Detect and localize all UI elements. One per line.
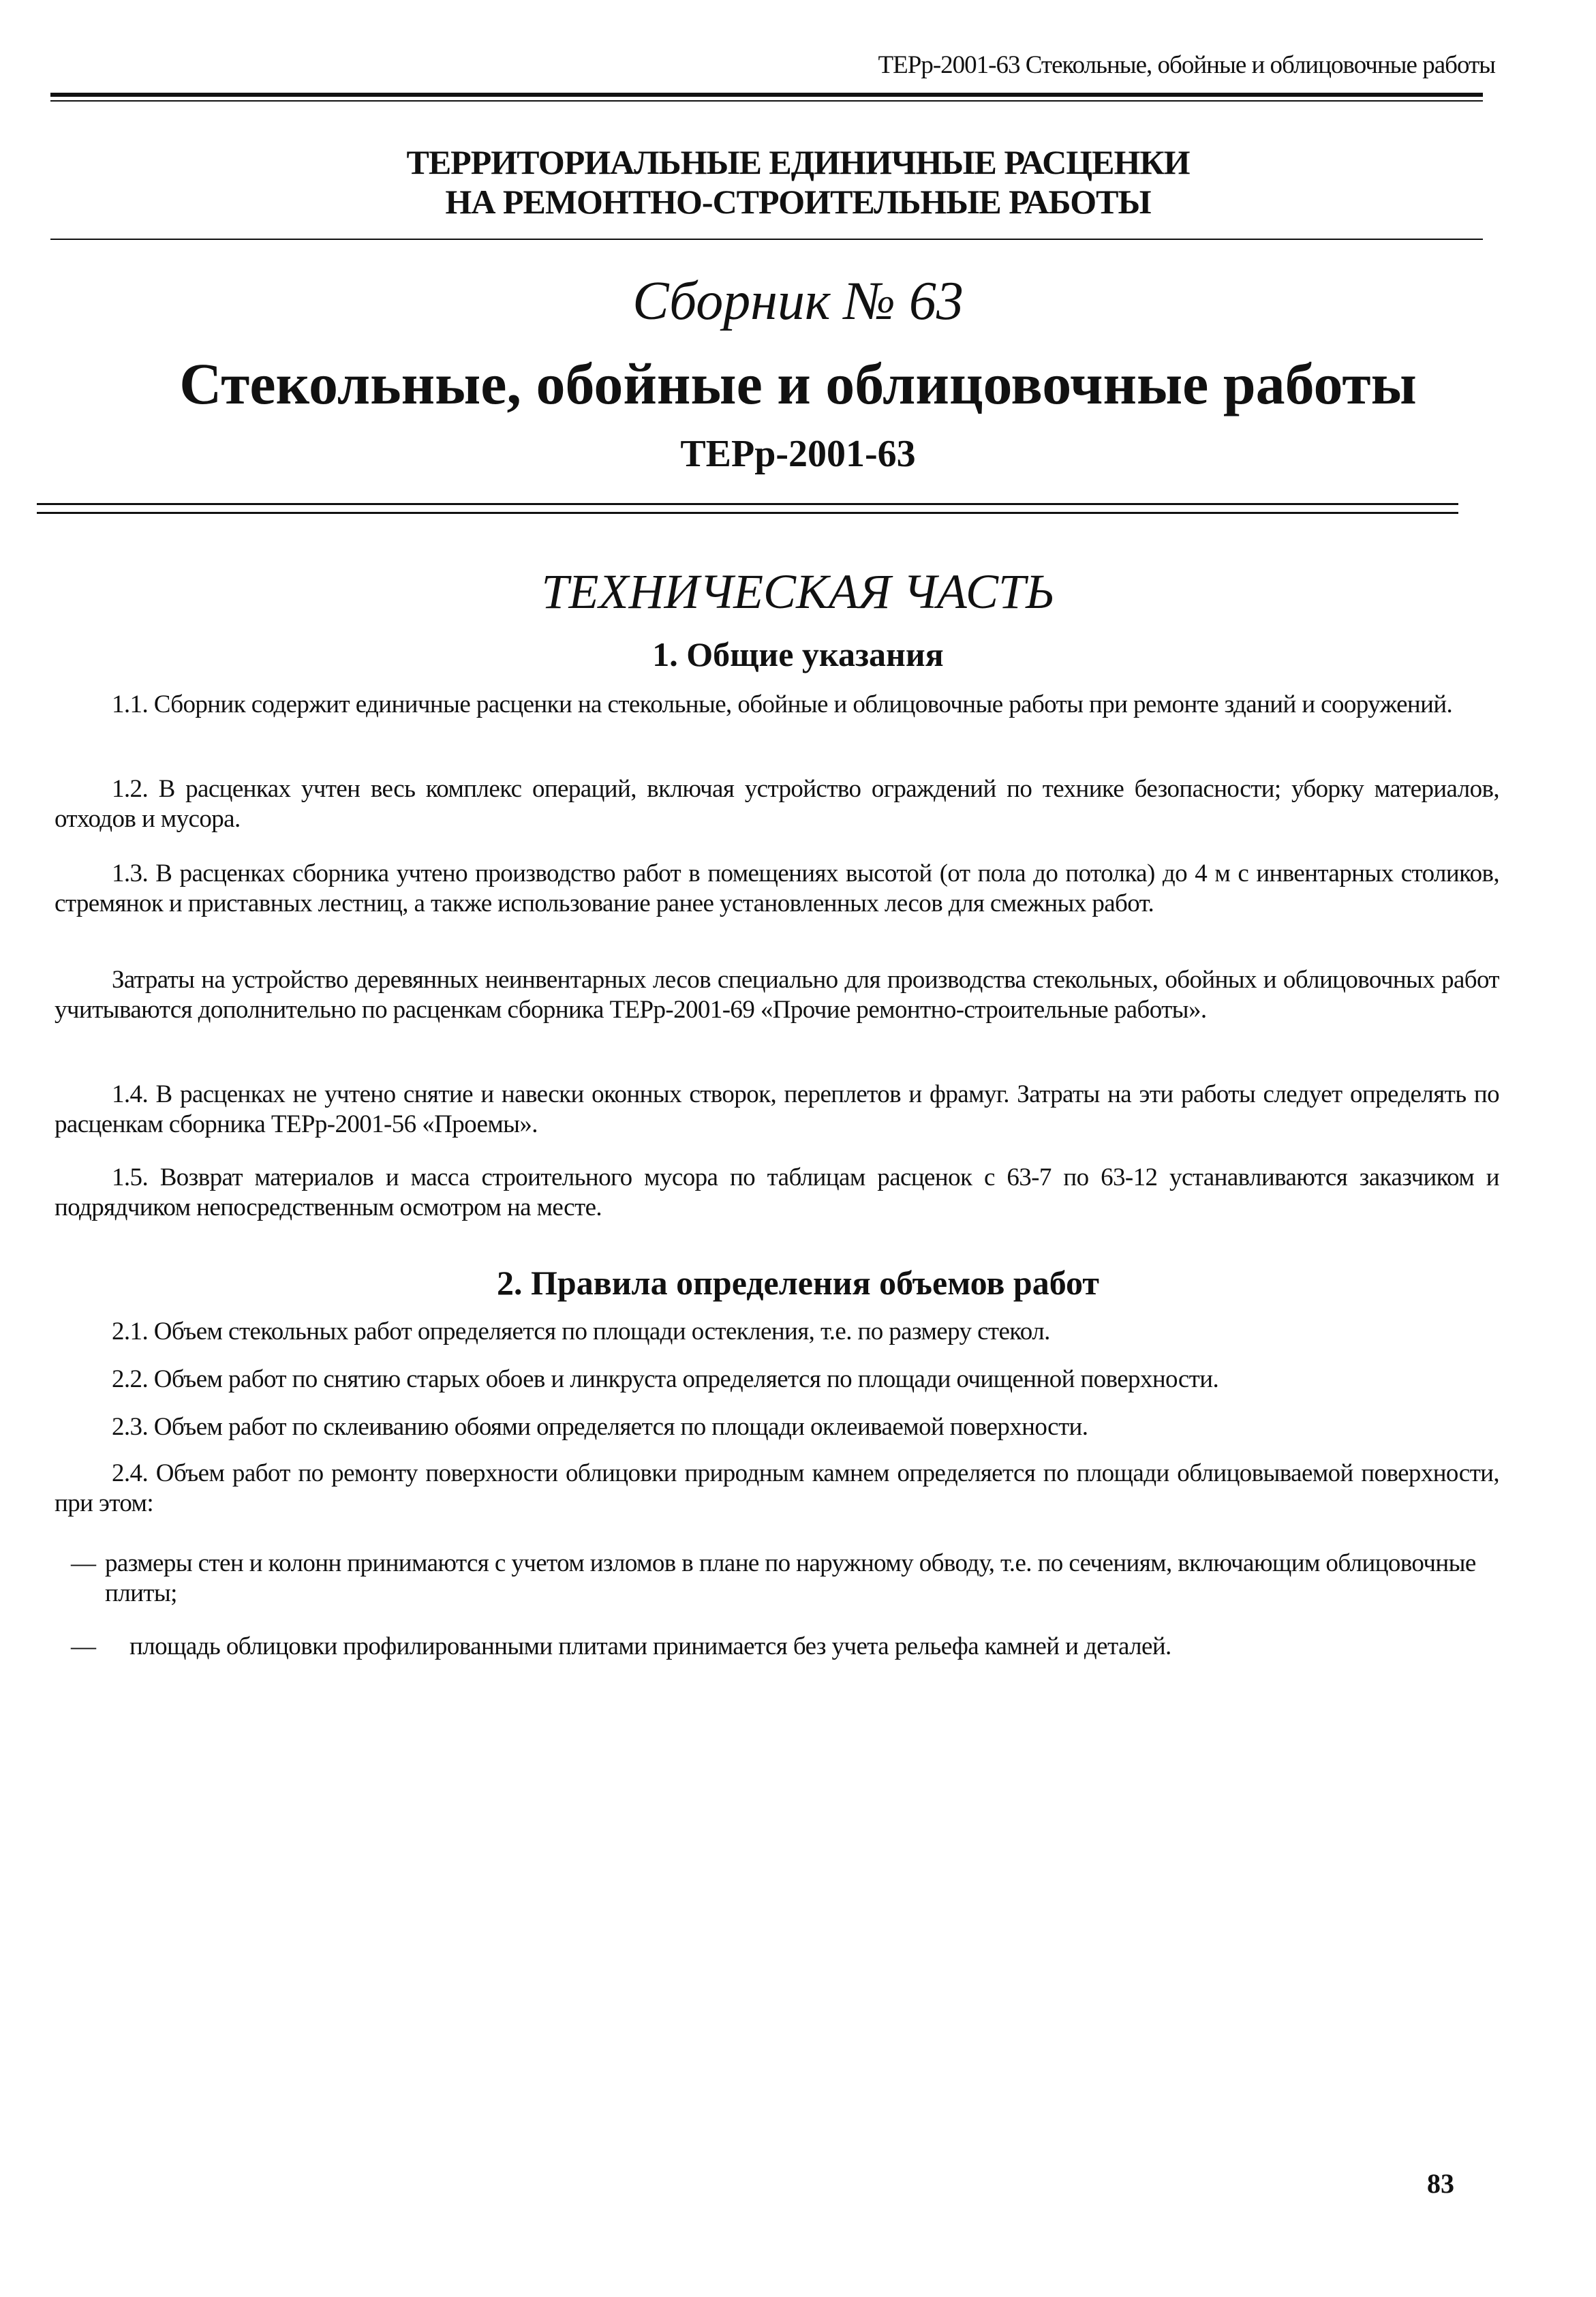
page-number: 83 (1427, 2168, 1454, 2199)
paragraph-1-1: 1.1. Сборник содержит единичные расценки на стекольные, обойные и облицовочные работы при ремонте зданий и сооружений. (112, 690, 1453, 718)
main-title-line2: НА РЕМОНТНО-СТРОИТЕЛЬНЫЕ РАБОТЫ (445, 183, 1151, 221)
list-item-text: размеры стен и колонн принимаются с учетом изломов в плане по наружному обводу, т.е. по сечениям, включающим облицовочные плиты; (105, 1549, 1476, 1607)
list-dash: — (71, 1632, 96, 1660)
paragraph-2-4: 2.4. Объем работ по ремонту поверхности облицовки природным камнем определяется по площади облицовываемой поверхности, при этом: (55, 1459, 1499, 1517)
list-dash: — (71, 1549, 96, 1577)
section-1-title: 1. Общие указания (652, 635, 944, 673)
technical-part-heading: ТЕХНИЧЕСКАЯ ЧАСТЬ (541, 564, 1055, 619)
collection-number: Сборник № 63 (632, 271, 964, 331)
paragraph-1-3-continued: Затраты на устройство деревянных неинвентарных лесов специально для производства стекольных, обойных и облицовочных работ учитываются дополнительно по расценкам сборника ТЕРр-2001-69 «Прочие ремонтно-строительные работы». (55, 966, 1499, 1024)
collection-rule-top (37, 503, 1458, 505)
paragraph-1-4: 1.4. В расценках не учтено снятие и навески оконных створок, переплетов и фрамуг. Затраты на эти работы следует определять по расценкам сборника ТЕРр-2001-56 «Проемы». (55, 1080, 1499, 1138)
main-title-line1: ТЕРРИТОРИАЛЬНЫЕ ЕДИНИЧНЫЕ РАСЦЕНКИ (406, 143, 1190, 181)
header-rule-thick (50, 93, 1483, 97)
paragraph-1-3: 1.3. В расценках сборника учтено производство работ в помещениях высотой (от пола до потолка) до 4 м с инвентарных столиков, стремянок и приставных лестниц, а также использование ранее установленных лесов для смежных работ. (55, 860, 1499, 917)
paragraph-2-2: 2.2. Объем работ по снятию старых обоев и линкруста определяется по площади очищенной поверхности. (112, 1365, 1219, 1393)
list-item (71, 1549, 1488, 1609)
collection-code: ТЕРр-2001-63 (680, 433, 916, 475)
section-2-title: 2. Правила определения объемов работ (497, 1264, 1099, 1302)
paragraph-2-3: 2.3. Объем работ по склеиванию обоями определяется по площади оклеиваемой поверхности. (112, 1413, 1088, 1441)
paragraph-1-5: 1.5. Возврат материалов и масса строительного мусора по таблицам расценок с 63-7 по 63-12 устанавливаются заказчиком и подрядчиком непосредственным осмотром на месте. (55, 1163, 1499, 1221)
paragraph-1-2: 1.2. В расценках учтен весь комплекс операций, включая устройство ограждений по технике безопасности; уборку материалов, отходов и мусора. (55, 775, 1499, 833)
running-header: ТЕРр-2001-63 Стекольные, обойные и облицовочные работы (878, 51, 1495, 79)
collection-rule-bottom (37, 512, 1458, 514)
list-item (71, 1632, 1488, 1662)
header-rule-thin (50, 100, 1483, 102)
paragraph-2-1: 2.1. Объем стекольных работ определяется по площади остекления, т.е. по размеру стекол. (112, 1318, 1050, 1345)
list-item-text: площадь облицовки профилированными плитами принимается без учета рельефа камней и деталей. (129, 1632, 1171, 1660)
title-rule (50, 239, 1483, 240)
collection-title: Стекольные, обойные и облицовочные работы (179, 351, 1417, 416)
